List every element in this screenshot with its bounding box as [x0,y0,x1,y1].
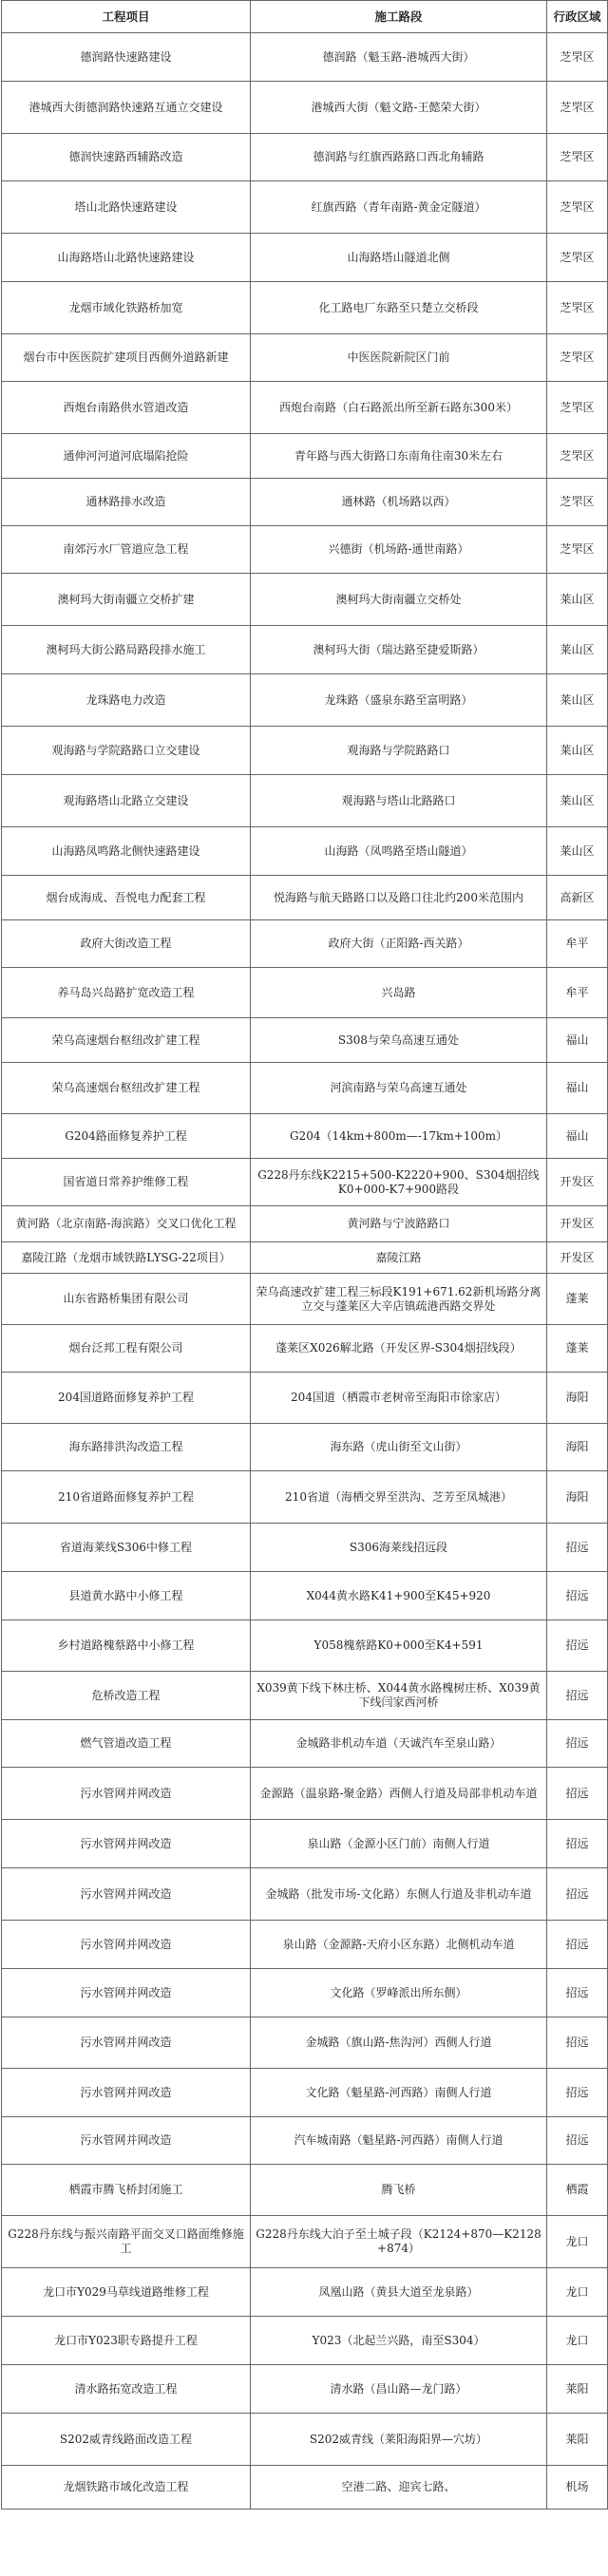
cell-district: 龙口 [547,2268,608,2317]
cell-project: 通伸河河道河底塌陷抢险 [2,434,251,479]
cell-section: 山海路塔山隧道北侧 [251,234,547,282]
cell-section: 德润路（魁玉路-港城西大街） [251,33,547,82]
cell-district: 福山 [547,1114,608,1159]
table-row [2,920,608,968]
table-row [2,674,608,727]
table-row [2,1868,608,1921]
table-row [2,1620,608,1672]
header-project: 工程项目 [2,1,251,33]
cell-project: 烟台市中医医院扩建项目西侧外道路新建 [2,334,251,382]
cell-section: 空港二路、迎宾七路、 [251,2466,547,2510]
cell-section: 政府大街（正阳路-西关路） [251,920,547,968]
cell-project: 污水管网并网改造 [2,2069,251,2117]
cell-project: 黄河路（北京南路-海滨路）交叉口优化工程 [2,1206,251,1242]
table-row [2,2365,608,2414]
cell-section: 黄河路与宁波路路口 [251,1206,547,1242]
cell-district: 招远 [547,2017,608,2069]
cell-district: 芝罘区 [547,479,608,526]
cell-section: 港城西大街（魁文路-王懿荣大街） [251,82,547,134]
table-row [2,574,608,626]
cell-project: 山海路凤鸣路北侧快速路建设 [2,827,251,876]
cell-project: 龙珠路电力改造 [2,674,251,727]
cell-district: 海阳 [547,1471,608,1524]
cell-section: 文化路（魁星路-河西路）南侧人行道 [251,2069,547,2117]
cell-section: 金城路非机动车道（天诚汽车至泉山路） [251,1720,547,1768]
cell-project: 南郊污水厂管道应急工程 [2,526,251,574]
table-row [2,1424,608,1471]
table-row [2,1063,608,1114]
cell-section: 清水路（昌山路—龙门路） [251,2365,547,2414]
table-row [2,234,608,282]
cell-district: 芝罘区 [547,382,608,434]
cell-district: 机场 [547,2466,608,2510]
table-row [2,334,608,382]
cell-project: 德润路快速路建设 [2,33,251,82]
cell-district: 招远 [547,1969,608,2017]
cell-project: G228丹东线与振兴南路平面交叉口路面维修施工 [2,2216,251,2268]
cell-district: 开发区 [547,1242,608,1274]
cell-project: 污水管网并网改造 [2,1768,251,1820]
cell-district: 招远 [547,1921,608,1969]
cell-district: 莱山区 [547,827,608,876]
cell-district: 芝罘区 [547,82,608,134]
table-row [2,2414,608,2466]
table-row [2,2317,608,2365]
cell-section: S308与荣乌高速互通处 [251,1018,547,1063]
cell-district: 芝罘区 [547,134,608,181]
cell-project: 政府大街改造工程 [2,920,251,968]
cell-project: 澳柯玛大街公路局路段排水施工 [2,626,251,674]
table-row [2,1720,608,1768]
table-row [2,1969,608,2017]
cell-section: G228丹东线大泊子至土城子段（K2124+870—K2128+874） [251,2216,547,2268]
cell-district: 牟平 [547,920,608,968]
cell-project: 嘉陵江路（龙烟市域铁路LYSG-22项目） [2,1242,251,1274]
table-row [2,876,608,920]
cell-project: 烟台成海成、吾悦电力配套工程 [2,876,251,920]
cell-district: 招远 [547,1868,608,1921]
road-works-table [1,0,608,2510]
table-row [2,282,608,334]
table-row [2,2216,608,2268]
cell-district: 芝罘区 [547,434,608,479]
cell-section: 文化路（罗峰派出所东侧） [251,1969,547,2017]
cell-district: 莱山区 [547,574,608,626]
cell-section: 蓬莱区X026解北路（开发区界-S304烟招线段） [251,1325,547,1373]
cell-project: 污水管网并网改造 [2,2117,251,2165]
cell-district: 芝罘区 [547,234,608,282]
table-row [2,1206,608,1242]
cell-project: 省道海莱线S306中修工程 [2,1524,251,1572]
table-row [2,2165,608,2216]
cell-section: 泉山路（金源路-天府小区东路）北侧机动车道 [251,1921,547,1969]
cell-district: 招远 [547,1524,608,1572]
cell-district: 海阳 [547,1373,608,1424]
cell-district: 高新区 [547,876,608,920]
table-row [2,827,608,876]
table-body [2,33,608,2510]
cell-district: 招远 [547,1672,608,1720]
cell-district: 福山 [547,1063,608,1114]
table-row [2,968,608,1018]
cell-project: 德润快速路西辅路改造 [2,134,251,181]
cell-project: 龙烟市域化铁路桥加宽 [2,282,251,334]
cell-district: 招远 [547,1768,608,1820]
cell-district: 龙口 [547,2216,608,2268]
cell-project: 乡村道路槐蔡路中小修工程 [2,1620,251,1672]
table-row [2,626,608,674]
cell-section: 兴岛路 [251,968,547,1018]
cell-section: 青年路与西大街路口东南角往南30米左右 [251,434,547,479]
cell-section: 汽车城南路（魁星路-河西路）南侧人行道 [251,2117,547,2165]
table-row [2,1572,608,1620]
table-row [2,434,608,479]
cell-district: 海阳 [547,1424,608,1471]
cell-project: 西炮台南路供水管道改造 [2,382,251,434]
cell-section: 德润路与红旗西路路口西北角辅路 [251,134,547,181]
cell-project: 塔山北路快速路建设 [2,181,251,234]
cell-district: 牟平 [547,968,608,1018]
cell-project: 山东省路桥集团有限公司 [2,1274,251,1325]
cell-district: 招远 [547,1620,608,1672]
cell-district: 芝罘区 [547,181,608,234]
header-section: 施工路段 [251,1,547,33]
table-row [2,1018,608,1063]
cell-project: 烟台泛邦工程有限公司 [2,1325,251,1373]
cell-project: 204国道路面修复养护工程 [2,1373,251,1424]
cell-district: 莱山区 [547,674,608,727]
cell-section: 金城路（批发市场-文化路）东侧人行道及非机动车道 [251,1868,547,1921]
table-row [2,1159,608,1206]
cell-district: 福山 [547,1018,608,1063]
cell-section: 西炮台南路（白石路派出所至新石路东300米） [251,382,547,434]
cell-project: 山海路塔山北路快速路建设 [2,234,251,282]
cell-project: 澳柯玛大街南疆立交桥扩建 [2,574,251,626]
cell-district: 招远 [547,1720,608,1768]
header-row [2,1,608,33]
cell-district: 招远 [547,1820,608,1868]
cell-district: 芝罘区 [547,282,608,334]
cell-project: 龙烟铁路市域化改造工程 [2,2466,251,2510]
cell-district: 招远 [547,1572,608,1620]
cell-project: 县道黄水路中小修工程 [2,1572,251,1620]
cell-section: 兴德街（机场路-通世南路） [251,526,547,574]
table-row [2,2117,608,2165]
table-row [2,1114,608,1159]
cell-section: 金城路（旗山路-焦沟河）西侧人行道 [251,2017,547,2069]
cell-district: 蓬莱 [547,1325,608,1373]
cell-district: 开发区 [547,1206,608,1242]
table-row [2,134,608,181]
cell-project: 危桥改造工程 [2,1672,251,1720]
table-row [2,82,608,134]
cell-section: 通林路（机场路以西） [251,479,547,526]
cell-section: 山海路（凤鸣路至塔山隧道） [251,827,547,876]
header-district: 行政区域 [547,1,608,33]
cell-section: 澳柯玛大街南疆立交桥处 [251,574,547,626]
cell-section: X044黄水路K41+900至K45+920 [251,1572,547,1620]
table-row [2,2017,608,2069]
cell-project: 燃气管道改造工程 [2,1720,251,1768]
cell-section: 嘉陵江路 [251,1242,547,1274]
table-row [2,382,608,434]
cell-district: 芝罘区 [547,33,608,82]
cell-section: S306海莱线招远段 [251,1524,547,1572]
table-row [2,526,608,574]
cell-project: 荣乌高速烟台枢纽改扩建工程 [2,1018,251,1063]
cell-project: 海东路排洪沟改造工程 [2,1424,251,1471]
cell-district: 招远 [547,2069,608,2117]
cell-project: G204路面修复养护工程 [2,1114,251,1159]
cell-district: 莱山区 [547,727,608,775]
cell-section: G228丹东线K2215+500-K2220+900、S304烟招线K0+000-K7+900路段 [251,1159,547,1206]
table-row [2,1921,608,1969]
cell-section: 澳柯玛大街（瑞达路至捷爱斯路） [251,626,547,674]
cell-project: 栖霞市腾飞桥封闭施工 [2,2165,251,2216]
table-row [2,1274,608,1325]
cell-district: 开发区 [547,1159,608,1206]
cell-section: 观海路与学院路路口 [251,727,547,775]
cell-project: 污水管网并网改造 [2,1820,251,1868]
cell-project: 荣乌高速烟台枢纽改扩建工程 [2,1063,251,1114]
cell-project: S202威青线路面改造工程 [2,2414,251,2466]
cell-section: 悦海路与航天路路口以及路口往北约200米范围内 [251,876,547,920]
cell-project: 污水管网并网改造 [2,2017,251,2069]
cell-section: 腾飞桥 [251,2165,547,2216]
cell-district: 蓬莱 [547,1274,608,1325]
cell-section: 204国道（栖霞市老树帝至海阳市徐家店） [251,1373,547,1424]
cell-project: 观海路塔山北路立交建设 [2,775,251,827]
cell-section: 荣乌高速改扩建工程三标段K191+671.62新机场路分离立交与蓬莱区大辛店镇疏港西路交界处 [251,1274,547,1325]
cell-project: 清水路拓宽改造工程 [2,2365,251,2414]
cell-section: S202威青线（莱阳海阳界—穴坊） [251,2414,547,2466]
cell-section: 红旗西路（青年南路-黄金定隧道） [251,181,547,234]
table-row [2,181,608,234]
cell-district: 莱山区 [547,775,608,827]
cell-project: 污水管网并网改造 [2,1868,251,1921]
table-row [2,2069,608,2117]
cell-section: Y023（北起兰兴路，南至S304） [251,2317,547,2365]
cell-section: 观海路与塔山北路路口 [251,775,547,827]
cell-district: 芝罘区 [547,334,608,382]
table-row [2,727,608,775]
table-row [2,1820,608,1868]
table-row [2,1242,608,1274]
table-row [2,1373,608,1424]
cell-section: 化工路电厂东路至只楚立交桥段 [251,282,547,334]
cell-project: 通林路排水改造 [2,479,251,526]
cell-district: 莱山区 [547,626,608,674]
cell-section: G204（14km+800m—-17km+100m） [251,1114,547,1159]
table-row [2,479,608,526]
cell-section: 中医医院新院区门前 [251,334,547,382]
cell-section: 河滨南路与荣乌高速互通处 [251,1063,547,1114]
cell-project: 污水管网并网改造 [2,1921,251,1969]
cell-project: 210省道路面修复养护工程 [2,1471,251,1524]
cell-section: 泉山路（金源小区门前）南侧人行道 [251,1820,547,1868]
cell-section: 海东路（虎山街至文山街） [251,1424,547,1471]
cell-project: 观海路与学院路路口立交建设 [2,727,251,775]
table-row [2,1768,608,1820]
table-row [2,775,608,827]
cell-district: 莱阳 [547,2414,608,2466]
table-row [2,33,608,82]
table-row [2,1524,608,1572]
cell-project: 龙口市Y029马草线道路维修工程 [2,2268,251,2317]
cell-district: 栖霞 [547,2165,608,2216]
cell-section: Y058槐蔡路K0+000至K4+591 [251,1620,547,1672]
cell-section: 210省道（海栖交界至洪沟、芝芳至凤城港） [251,1471,547,1524]
table-row [2,1471,608,1524]
cell-project: 龙口市Y023职专路提升工程 [2,2317,251,2365]
cell-district: 莱阳 [547,2365,608,2414]
cell-project: 港城西大街德润路快速路互通立交建设 [2,82,251,134]
cell-section: X039黄下线下林庄桥、X044黄水路槐树庄桥、X039黄下线闫家西河桥 [251,1672,547,1720]
cell-section: 龙珠路（盛泉东路至富明路） [251,674,547,727]
cell-section: 金源路（温泉路-聚金路）西侧人行道及局部非机动车道 [251,1768,547,1820]
cell-section: 凤凰山路（黄县大道至龙泉路） [251,2268,547,2317]
cell-project: 污水管网并网改造 [2,1969,251,2017]
cell-district: 招远 [547,2117,608,2165]
table-row [2,2466,608,2510]
table-row [2,1672,608,1720]
cell-project: 国省道日常养护维修工程 [2,1159,251,1206]
table-row [2,1325,608,1373]
cell-project: 养马岛兴岛路扩宽改造工程 [2,968,251,1018]
table-row [2,2268,608,2317]
cell-district: 芝罘区 [547,526,608,574]
cell-district: 龙口 [547,2317,608,2365]
